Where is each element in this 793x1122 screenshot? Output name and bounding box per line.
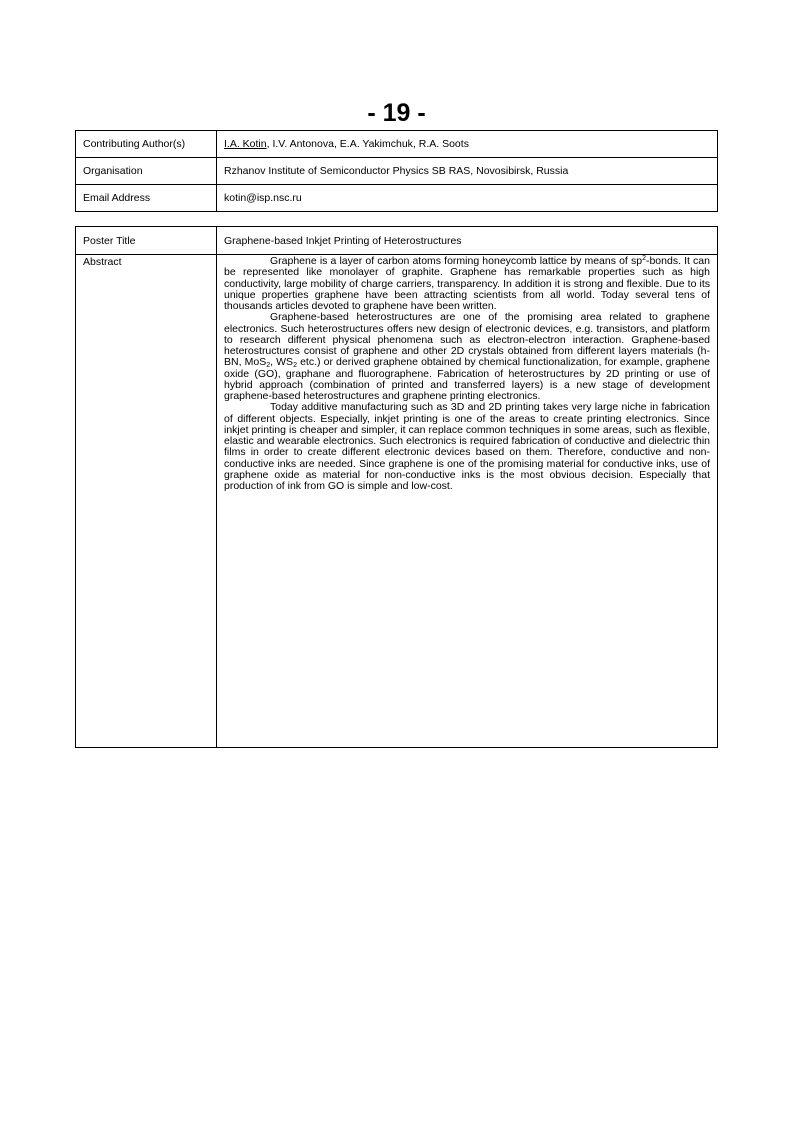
- first-author: I.A. Kotin: [224, 138, 267, 150]
- abstract-row: [76, 255, 718, 748]
- email-row: [76, 185, 718, 212]
- page-number: - 19 -: [367, 99, 426, 127]
- contributing-authors-label: Contributing Author(s): [76, 131, 217, 158]
- organisation-row: [76, 158, 718, 185]
- poster-title-value: Graphene-based Inkjet Printing of Heterostructures: [217, 227, 718, 255]
- poster-title-label: Poster Title: [76, 227, 217, 255]
- abstract-paragraph-3: Today additive manufacturing such as 3D and 2D printing takes very large niche in fabrication of different objects. Especially, inkjet printing is one of the areas to create printing electronics. Since inkjet printing is cheaper and simpler, it can replace common techniques in some areas, such as flexible, elastic and wearable electronics. Such electronics is required fabrication of conductive and dielectric thin films in order to create different electronic devices based on them. Therefore, conductive and non-conductive inks are needed. Since graphene is one of the promising material for conductive inks, use of graphene oxide as material for non-conductive inks is the most obvious decision. Especially that production of ink from GO is simple and low-cost.: [224, 401, 710, 492]
- contributing-authors-row: [76, 131, 718, 158]
- email-label: Email Address: [76, 185, 217, 212]
- contributing-authors-value: [217, 131, 718, 158]
- abstract-paragraph-1: Graphene is a layer of carbon atoms forming honeycomb lattice by means of $sp^2$-bonds. It can be represented like monolayer of graphite. Graphene has remarkable properties such as high conductivity, large mobility of charge carriers, transparency. In addition it is strong and flexible. Due to its unique properties graphene have been attracting scientists from all world. Today several tens of thousands articles devoted to graphene have been written.: [224, 255, 710, 312]
- other-authors: , I.V. Antonova, E.A. Yakimchuk, R.A. Soots: [266, 138, 469, 150]
- abstract-paragraph-2: Graphene-based heterostructures are one of the promising area related to graphene electronics. Such heterostructures offers new design of electronic devices, e.g. transistors, and platform to research different physical phenomena such as electron-electron interaction. Graphene-based heterostructures consist of graphene and other 2D crystals obtained from different layers materials (h-BN, MoS$_2$, $WS_2$ etc.) or derived graphene obtained by chemical functionalization, for example, graphene oxide (GO), graphane and fluorographene. Fabrication of heterostructures by 2D printing or use of hybrid approach (combination of printed and transferred layers) is a new stage of development graphene-based heterostructures and graphene printing electronics.: [224, 311, 710, 402]
- author-info-table: [75, 130, 718, 212]
- organisation-label: Organisation: [76, 158, 217, 185]
- abstract-label: Abstract: [76, 255, 217, 748]
- organisation-value: Rzhanov Institute of Semiconductor Physics SB RAS, Novosibirsk, Russia: [217, 158, 718, 185]
- email-value: kotin@isp.nsc.ru: [217, 185, 718, 212]
- poster-table: [75, 226, 718, 748]
- poster-title-row: [76, 227, 718, 255]
- abstract-body: [217, 255, 718, 748]
